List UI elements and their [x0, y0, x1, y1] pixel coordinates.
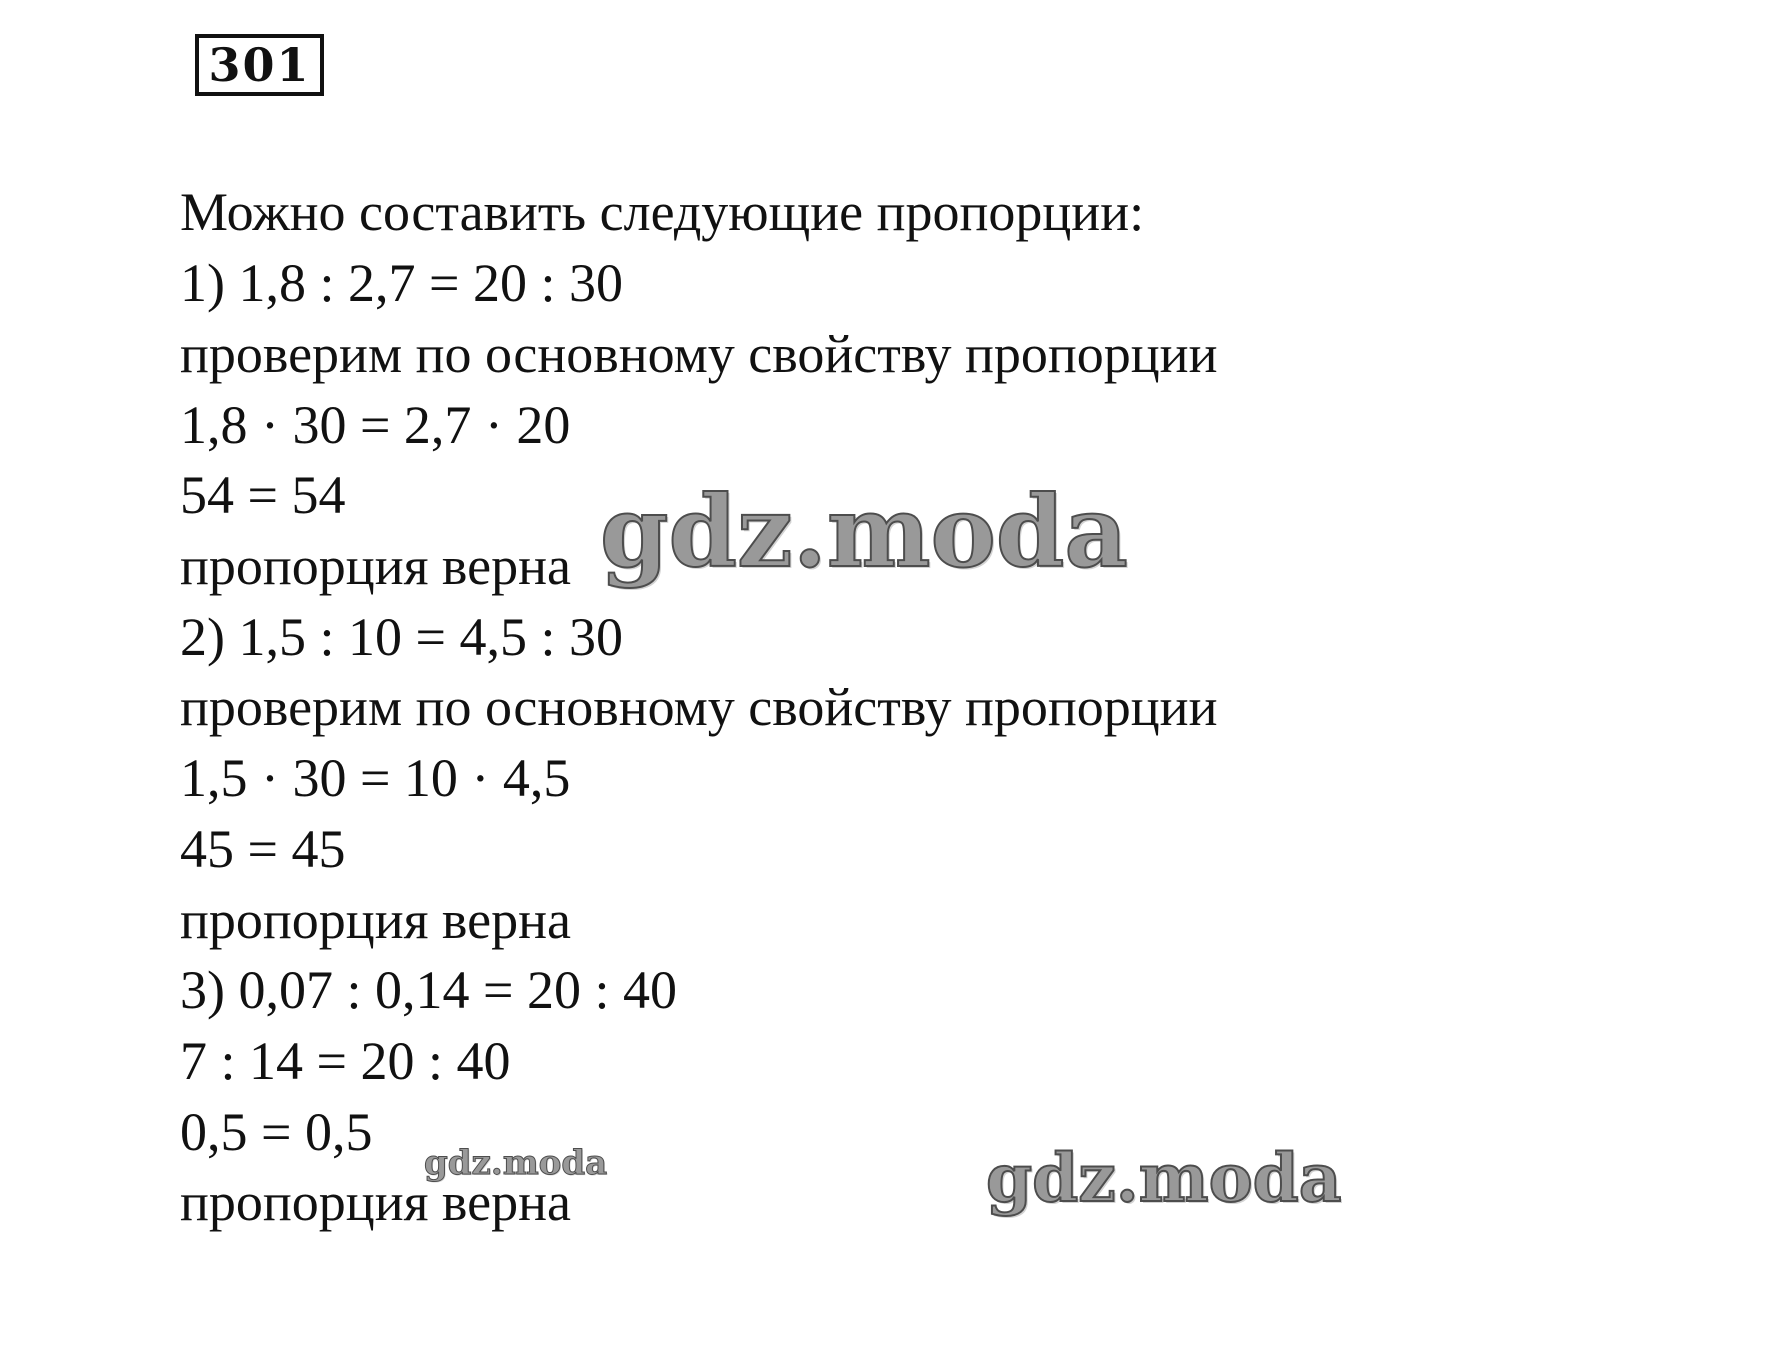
- check-text-2: проверим по основному свойству пропорции: [180, 677, 1218, 737]
- result-2: 45 = 45: [180, 819, 346, 879]
- check-text-1: проверим по основному свойству пропорции: [180, 324, 1218, 384]
- watermark-small: gdz.moda: [424, 1143, 608, 1183]
- result-3: 0,5 = 0,5: [180, 1102, 373, 1162]
- conclusion-1: пропорция верна: [180, 536, 571, 596]
- check-equation-2: 1,5 · 30 = 10 · 4,5: [180, 748, 571, 808]
- problem-number-box: 301: [195, 34, 324, 96]
- proportion-2: 2) 1,5 : 10 = 4,5 : 30: [180, 607, 623, 667]
- watermark-medium: gdz.moda: [986, 1139, 1342, 1217]
- watermark-large: gdz.moda: [600, 475, 1128, 590]
- check-equation-1: 1,8 · 30 = 2,7 · 20: [180, 395, 571, 455]
- proportion-1: 1) 1,8 : 2,7 = 20 : 30: [180, 253, 623, 313]
- solution-intro: Можно составить следующие пропорции:: [180, 182, 1145, 242]
- simplified-proportion-3: 7 : 14 = 20 : 40: [180, 1031, 511, 1091]
- conclusion-2: пропорция верна: [180, 890, 571, 950]
- proportion-3: 3) 0,07 : 0,14 = 20 : 40: [180, 960, 677, 1020]
- result-1: 54 = 54: [180, 465, 346, 525]
- conclusion-3: пропорция верна: [180, 1172, 571, 1232]
